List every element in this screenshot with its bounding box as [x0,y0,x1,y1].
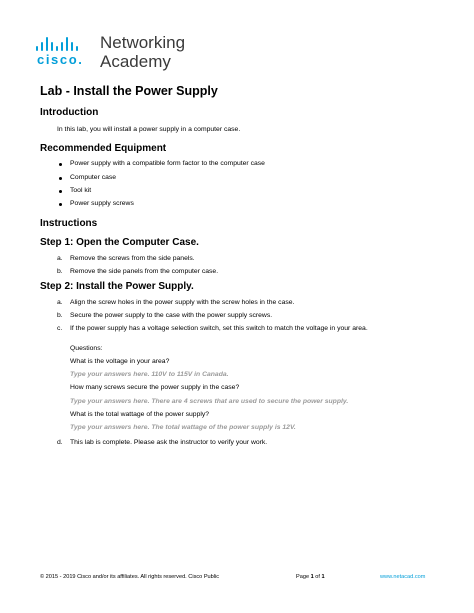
list-item-text: Align the screw holes in the power supply with the screw holes in the case. [70,299,295,306]
academy-title-line1: Networking [100,33,186,52]
bullet-icon [59,190,62,193]
introduction-heading: Introduction [40,107,99,118]
list-item-text: Tool kit [70,187,92,194]
instructions-heading: Instructions [40,218,98,229]
academy-title [100,33,185,71]
question-text: What is the total wattage of the power supply? [70,411,210,418]
page-num: 1 [310,574,314,580]
list-marker: a. [57,299,63,306]
introduction-text: In this lab, you will install a power supply in a computer case. [57,126,241,133]
list-item-text: Remove the side panels from the computer case. [70,268,219,275]
page-total: 1 [321,574,325,580]
cisco-bars-icon [36,35,94,51]
answer-field[interactable]: Type your answers here. There are 4 screws that are used to secure the power supply. [70,398,349,405]
questions-label: Questions: [70,345,103,352]
question-text: How many screws secure the power supply in the case? [70,384,240,391]
bullet-icon [59,203,62,206]
list-item-text: Power supply screws [70,200,134,207]
list-marker: d. [57,439,63,446]
list-item-text: If the power supply has a voltage selection switch, set this switch to match the voltage in your area. [70,325,368,332]
footer-page-number [296,573,325,581]
bullet-icon [59,163,62,166]
cisco-networking-academy-logo [36,33,236,73]
list-item-text: Power supply with a compatible form factor to the computer case [70,160,265,167]
list-marker: c. [57,325,63,332]
step2-heading: Step 2: Install the Power Supply. [40,281,194,292]
answer-field[interactable]: Type your answers here. 110V to 115V in Canada. [70,371,229,378]
list-marker: a. [57,255,63,262]
equipment-heading: Recommended Equipment [40,143,167,154]
list-item-text: This lab is complete. Please ask the instructor to verify your work. [70,439,268,446]
cisco-wordmark: cisco. [37,52,84,67]
list-item-text: Computer case [70,174,117,181]
list-marker: b. [57,268,63,275]
step1-heading: Step 1: Open the Computer Case. [40,237,199,248]
list-marker: b. [57,312,63,319]
question-text: What is the voltage in your area? [70,358,170,365]
list-item-text: Secure the power supply to the case with the power supply screws. [70,312,273,319]
answer-field[interactable]: Type your answers here. The total wattage of the power supply is 12V. [70,424,296,431]
page-prefix: Page [296,574,311,580]
academy-title-line2: Academy [100,52,171,71]
page-of: of [313,574,322,580]
footer-site-link[interactable]: www.netacad.com [380,574,426,580]
bullet-icon [59,177,62,180]
list-item-text: Remove the screws from the side panels. [70,255,195,262]
footer-copyright: © 2015 - 2019 Cisco and/or its affiliates. All rights reserved. Cisco Public [40,574,220,580]
page-title: Lab - Install the Power Supply [40,84,218,98]
